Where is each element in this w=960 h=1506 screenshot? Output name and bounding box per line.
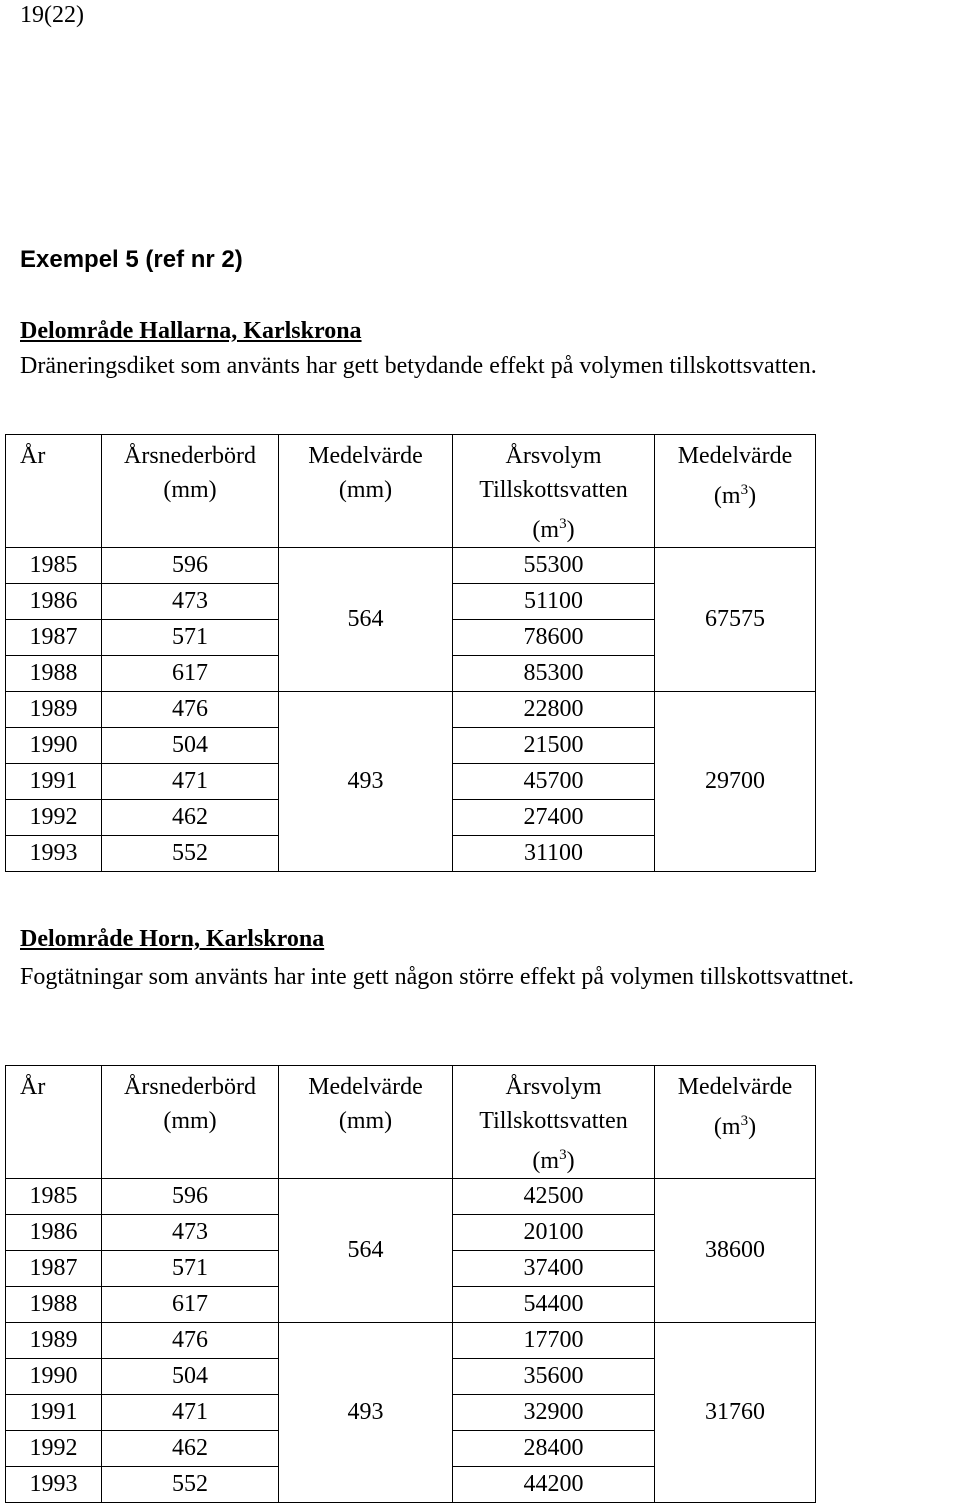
cell-year: 1985	[6, 548, 102, 584]
cell-year: 1989	[6, 692, 102, 728]
cell-precipitation: 571	[102, 1251, 279, 1287]
section-title-horn: Delområde Horn, Karlskrona	[20, 926, 325, 952]
cell-year: 1987	[6, 620, 102, 656]
table-header-row	[6, 1066, 816, 1179]
header-year: År	[6, 1066, 102, 1179]
cell-volume: 22800	[453, 692, 655, 728]
cell-precipitation: 617	[102, 656, 279, 692]
cell-year: 1988	[6, 1287, 102, 1323]
cell-precipitation: 552	[102, 836, 279, 872]
cell-year: 1989	[6, 1323, 102, 1359]
cell-year: 1986	[6, 1215, 102, 1251]
cell-precipitation: 471	[102, 764, 279, 800]
example-heading: Exempel 5 (ref nr 2)	[20, 246, 243, 273]
header-annual-volume: Årsvolym Tillskottsvatten $(m^3)$	[453, 435, 655, 548]
cell-volume: 31100	[453, 836, 655, 872]
cell-volume: 78600	[453, 620, 655, 656]
cell-precipitation: 617	[102, 1287, 279, 1323]
header-mean-m3: Medelvärde $(m^3)$	[655, 435, 816, 548]
header-precipitation: Årsnederbörd (mm)	[102, 435, 279, 548]
header-mean-mm: Medelvärde (mm)	[279, 435, 453, 548]
cell-volume: 35600	[453, 1359, 655, 1395]
section-description-hallarna: Dräneringsdiket som använts har gett betydande effekt på volymen tillskottsvatten.	[20, 353, 817, 379]
cell-year: 1991	[6, 764, 102, 800]
cell-precipitation: 504	[102, 1359, 279, 1395]
cell-year: 1993	[6, 836, 102, 872]
table-row	[6, 1323, 816, 1359]
section-title-hallarna: Delområde Hallarna, Karlskrona	[20, 318, 362, 344]
cell-year: 1985	[6, 1179, 102, 1215]
cell-volume: 28400	[453, 1431, 655, 1467]
cell-volume: 44200	[453, 1467, 655, 1503]
cell-volume: 42500	[453, 1179, 655, 1215]
cell-volume: 85300	[453, 656, 655, 692]
cell-year: 1990	[6, 1359, 102, 1395]
cell-mean-m3: 29700	[655, 692, 816, 872]
cell-precipitation: 596	[102, 1179, 279, 1215]
cell-precipitation: 596	[102, 548, 279, 584]
cell-precipitation: 462	[102, 800, 279, 836]
cell-volume: 27400	[453, 800, 655, 836]
header-year: År	[6, 435, 102, 548]
cell-volume: 21500	[453, 728, 655, 764]
cell-precipitation: 476	[102, 1323, 279, 1359]
cell-volume: 32900	[453, 1395, 655, 1431]
cell-year: 1988	[6, 656, 102, 692]
cell-precipitation: 473	[102, 584, 279, 620]
section-description-horn: Fogtätningar som använts har inte gett någon större effekt på volymen tillskottsvattnet.	[20, 964, 855, 990]
cell-year: 1987	[6, 1251, 102, 1287]
cell-mean-mm: 493	[279, 692, 453, 872]
cell-mean-mm: 493	[279, 1323, 453, 1503]
cell-volume: 55300	[453, 548, 655, 584]
cell-year: 1991	[6, 1395, 102, 1431]
cell-volume: 45700	[453, 764, 655, 800]
table-row	[6, 1179, 816, 1215]
header-annual-volume: Årsvolym Tillskottsvatten $(m^3)$	[453, 1066, 655, 1179]
cell-volume: 51100	[453, 584, 655, 620]
cell-mean-mm: 564	[279, 548, 453, 692]
cell-mean-m3: 67575	[655, 548, 816, 692]
table-header-row	[6, 435, 816, 548]
cell-mean-m3: 38600	[655, 1179, 816, 1323]
cell-precipitation: 571	[102, 620, 279, 656]
cell-volume: 17700	[453, 1323, 655, 1359]
cell-year: 1990	[6, 728, 102, 764]
data-table-horn	[5, 1065, 816, 1503]
cell-year: 1992	[6, 800, 102, 836]
page-number: 19(22)	[20, 2, 84, 28]
cell-precipitation: 476	[102, 692, 279, 728]
cell-mean-m3: 31760	[655, 1323, 816, 1503]
table-row	[6, 548, 816, 584]
header-mean-mm: Medelvärde (mm)	[279, 1066, 453, 1179]
data-table-hallarna	[5, 434, 816, 872]
cell-precipitation: 552	[102, 1467, 279, 1503]
cell-year: 1992	[6, 1431, 102, 1467]
cell-precipitation: 462	[102, 1431, 279, 1467]
cell-volume: 37400	[453, 1251, 655, 1287]
cell-volume: 54400	[453, 1287, 655, 1323]
cell-year: 1993	[6, 1467, 102, 1503]
cell-volume: 20100	[453, 1215, 655, 1251]
cell-mean-mm: 564	[279, 1179, 453, 1323]
cell-precipitation: 471	[102, 1395, 279, 1431]
cell-precipitation: 473	[102, 1215, 279, 1251]
table-row	[6, 692, 816, 728]
cell-year: 1986	[6, 584, 102, 620]
header-precipitation: Årsnederbörd (mm)	[102, 1066, 279, 1179]
cell-precipitation: 504	[102, 728, 279, 764]
header-mean-m3: Medelvärde $(m^3)$	[655, 1066, 816, 1179]
